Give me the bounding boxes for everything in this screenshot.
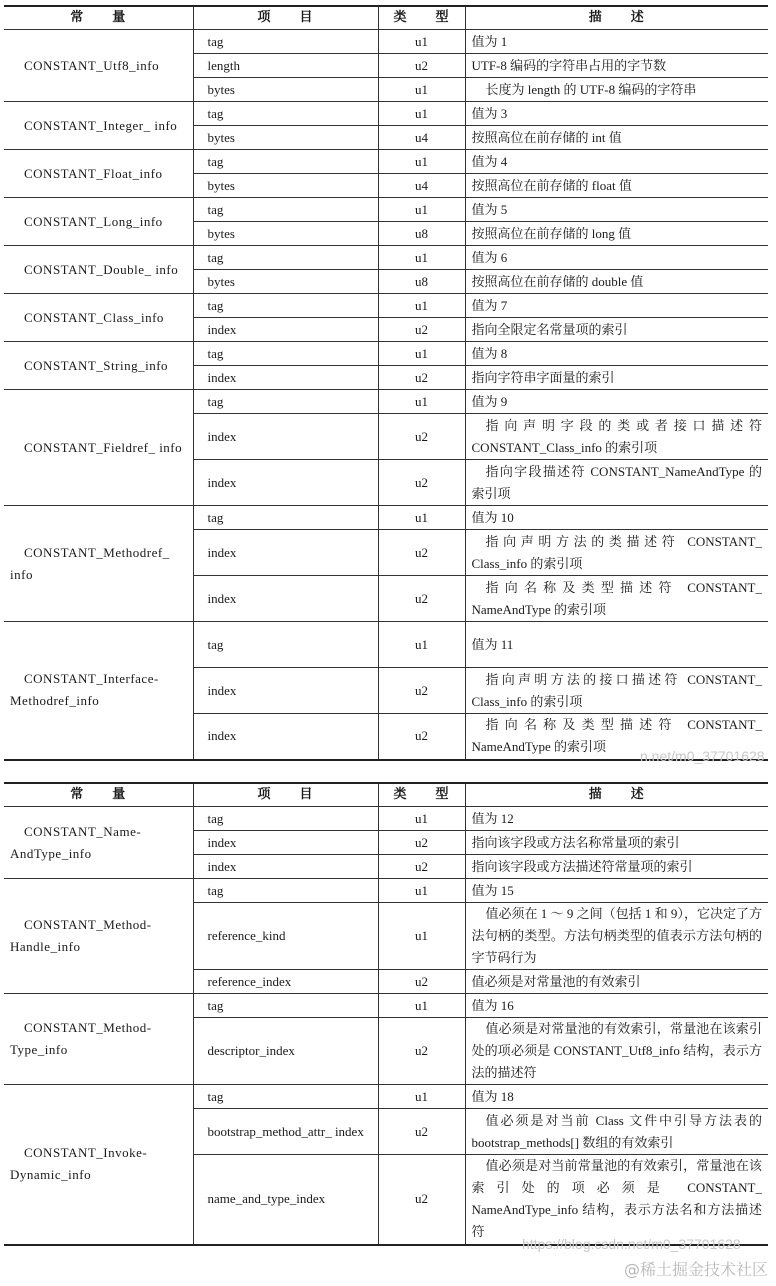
item-description: 按照高位在前存储的 float 值	[465, 174, 768, 198]
item-name: tag	[193, 246, 378, 270]
item-description: 值为 3	[465, 102, 768, 126]
item-description: UTF-8 编码的字符串占用的字节数	[465, 54, 768, 78]
constant-name: CONSTANT_Method- Handle_info	[4, 879, 193, 994]
item-description: 值为 7	[465, 294, 768, 318]
item-name: bytes	[193, 174, 378, 198]
item-description: 指向该字段或方法描述符常量项的索引	[465, 855, 768, 879]
item-type: u1	[378, 1085, 465, 1109]
item-name: index	[193, 855, 378, 879]
item-name: index	[193, 668, 378, 714]
item-name: tag	[193, 506, 378, 530]
item-description: 值必须是对常量池的有效索引，常量池在该索引处的项必须是 CONSTANT_Utf8_info 结构，表示方法的描述符	[465, 1018, 768, 1085]
item-name: tag	[193, 30, 378, 54]
item-type: u2	[378, 1109, 465, 1155]
item-name: tag	[193, 390, 378, 414]
csdn-watermark: n.net/m0_37701628	[640, 748, 765, 764]
header-description: 描 述	[465, 6, 768, 30]
item-name: tag	[193, 102, 378, 126]
item-description: 值必须在 1 ～ 9 之间（包括 1 和 9），它决定了方法句柄的类型。方法句柄类型的值表示方法句柄的字节码行为	[465, 903, 768, 970]
constant-name: CONSTANT_Class_info	[4, 294, 193, 342]
item-type: u1	[378, 994, 465, 1018]
item-description: 值为 8	[465, 342, 768, 366]
juejin-watermark: @稀土掘金技术社区	[623, 1260, 768, 1279]
item-type: u2	[378, 970, 465, 994]
item-description: 值为 1	[465, 30, 768, 54]
item-name: reference_index	[193, 970, 378, 994]
item-type: u1	[378, 903, 465, 970]
item-description: 长度为 length 的 UTF-8 编码的字符串	[465, 78, 768, 102]
item-type: u1	[378, 807, 465, 831]
item-description: 指向声明方法的类描述符 CONSTANT_ Class_info 的索引项	[465, 530, 768, 576]
item-type: u4	[378, 126, 465, 150]
item-type: u1	[378, 246, 465, 270]
table-row	[4, 30, 768, 54]
item-description: 值为 4	[465, 150, 768, 174]
table-row	[4, 506, 768, 530]
item-description: 值为 6	[465, 246, 768, 270]
item-description: 指向声明方法的接口描述符 CONSTANT_ Class_info 的索引项	[465, 668, 768, 714]
table-row	[4, 994, 768, 1018]
header-description: 描 述	[465, 783, 768, 807]
item-type: u8	[378, 270, 465, 294]
table-row	[4, 102, 768, 126]
item-description: 值为 12	[465, 807, 768, 831]
item-name: index	[193, 318, 378, 342]
item-description: 值必须是对常量池的有效索引	[465, 970, 768, 994]
header-row	[4, 6, 768, 30]
item-description: 指向字符串字面量的索引	[465, 366, 768, 390]
table-row	[4, 622, 768, 668]
item-name: bytes	[193, 78, 378, 102]
csdn-watermark: https://blog.csdn.net/m0_37701628	[522, 1236, 741, 1252]
item-description: 值为 11	[465, 622, 768, 668]
item-description: 值为 15	[465, 879, 768, 903]
item-description: 值必须是对当前常量池的有效索引，常量池在该索引处的项必须是 CONSTANT_ NameAndType_info 结构，表示方法名和方法描述符	[465, 1155, 768, 1245]
item-name: index	[193, 576, 378, 622]
constant-pool-table-1	[4, 5, 768, 761]
item-type: u1	[378, 342, 465, 366]
item-type: u2	[378, 530, 465, 576]
item-description: 按照高位在前存储的 double 值	[465, 270, 768, 294]
constant-name: CONSTANT_Fieldref_ info	[4, 390, 193, 506]
table-row	[4, 246, 768, 270]
item-type: u1	[378, 506, 465, 530]
constant-name: CONSTANT_Double_ info	[4, 246, 193, 294]
item-type: u1	[378, 150, 465, 174]
item-name: index	[193, 366, 378, 390]
item-type: u4	[378, 174, 465, 198]
table-row	[4, 294, 768, 318]
item-description: 指向字段描述符 CONSTANT_NameAndType 的索引项	[465, 460, 768, 506]
constant-name: CONSTANT_Method- Type_info	[4, 994, 193, 1085]
item-name: index	[193, 414, 378, 460]
item-name: tag	[193, 294, 378, 318]
item-description: 指向名称及类型描述符 CONSTANT_ NameAndType 的索引项	[465, 576, 768, 622]
item-name: tag	[193, 994, 378, 1018]
item-name: tag	[193, 150, 378, 174]
item-type: u1	[378, 30, 465, 54]
table-row	[4, 1085, 768, 1109]
table-row	[4, 150, 768, 174]
item-description: 按照高位在前存储的 int 值	[465, 126, 768, 150]
item-type: u1	[378, 390, 465, 414]
item-description: 值为 18	[465, 1085, 768, 1109]
item-name: tag	[193, 879, 378, 903]
table-row	[4, 342, 768, 366]
table-row	[4, 879, 768, 903]
item-description: 值必须是对当前 Class 文件中引导方法表的 bootstrap_methods[] 数组的有效索引	[465, 1109, 768, 1155]
item-name: name_and_type_index	[193, 1155, 378, 1245]
header-item: 项 目	[193, 783, 378, 807]
item-description: 值为 10	[465, 506, 768, 530]
constant-name: CONSTANT_Utf8_info	[4, 30, 193, 102]
constant-name: CONSTANT_Interface- Methodref_info	[4, 622, 193, 760]
item-name: bytes	[193, 126, 378, 150]
item-name: index	[193, 831, 378, 855]
item-type: u2	[378, 460, 465, 506]
item-type: u1	[378, 294, 465, 318]
item-description: 指向声明字段的类或者接口描述符 CONSTANT_Class_info 的索引项	[465, 414, 768, 460]
item-description: 值为 9	[465, 390, 768, 414]
item-type: u1	[378, 78, 465, 102]
item-description: 值为 5	[465, 198, 768, 222]
constant-pool-table-2	[4, 782, 768, 1246]
item-name: index	[193, 460, 378, 506]
constant-name: CONSTANT_Float_info	[4, 150, 193, 198]
item-type: u1	[378, 198, 465, 222]
item-type: u8	[378, 222, 465, 246]
item-name: tag	[193, 342, 378, 366]
header-row	[4, 783, 768, 807]
item-description: 指向该字段或方法名称常量项的索引	[465, 831, 768, 855]
item-name: tag	[193, 622, 378, 668]
table-row	[4, 198, 768, 222]
constant-name: CONSTANT_Name- AndType_info	[4, 807, 193, 879]
item-type: u2	[378, 576, 465, 622]
constant-name: CONSTANT_Invoke- Dynamic_info	[4, 1085, 193, 1245]
item-name: tag	[193, 198, 378, 222]
item-type: u1	[378, 879, 465, 903]
item-type: u2	[378, 668, 465, 714]
item-name: tag	[193, 807, 378, 831]
item-name: bootstrap_method_attr_ index	[193, 1109, 378, 1155]
item-type: u1	[378, 622, 465, 668]
header-item: 项 目	[193, 6, 378, 30]
constant-name: CONSTANT_Integer_ info	[4, 102, 193, 150]
header-constant: 常 量	[4, 6, 193, 30]
constant-name: CONSTANT_String_info	[4, 342, 193, 390]
table-row	[4, 807, 768, 831]
constant-name: CONSTANT_Long_info	[4, 198, 193, 246]
item-type: u2	[378, 318, 465, 342]
item-name: length	[193, 54, 378, 78]
item-type: u2	[378, 366, 465, 390]
item-type: u2	[378, 414, 465, 460]
header-type: 类 型	[378, 783, 465, 807]
item-type: u2	[378, 714, 465, 760]
table-row	[4, 390, 768, 414]
item-type: u2	[378, 54, 465, 78]
header-type: 类 型	[378, 6, 465, 30]
item-description: 指向全限定名常量项的索引	[465, 318, 768, 342]
item-name: index	[193, 530, 378, 576]
item-name: index	[193, 714, 378, 760]
item-type: u2	[378, 1018, 465, 1085]
item-name: tag	[193, 1085, 378, 1109]
table-body	[4, 30, 768, 760]
item-name: reference_kind	[193, 903, 378, 970]
item-name: bytes	[193, 222, 378, 246]
item-type: u2	[378, 831, 465, 855]
item-name: descriptor_index	[193, 1018, 378, 1085]
item-type: u2	[378, 1155, 465, 1245]
item-description: 值为 16	[465, 994, 768, 1018]
table-body	[4, 807, 768, 1245]
item-description: 指向名称及类型描述符 CONSTANT_ NameAndType 的索引项	[465, 714, 768, 760]
header-constant: 常 量	[4, 783, 193, 807]
item-type: u2	[378, 855, 465, 879]
item-name: bytes	[193, 270, 378, 294]
item-description: 按照高位在前存储的 long 值	[465, 222, 768, 246]
constant-name: CONSTANT_Methodref_ info	[4, 506, 193, 622]
item-type: u1	[378, 102, 465, 126]
